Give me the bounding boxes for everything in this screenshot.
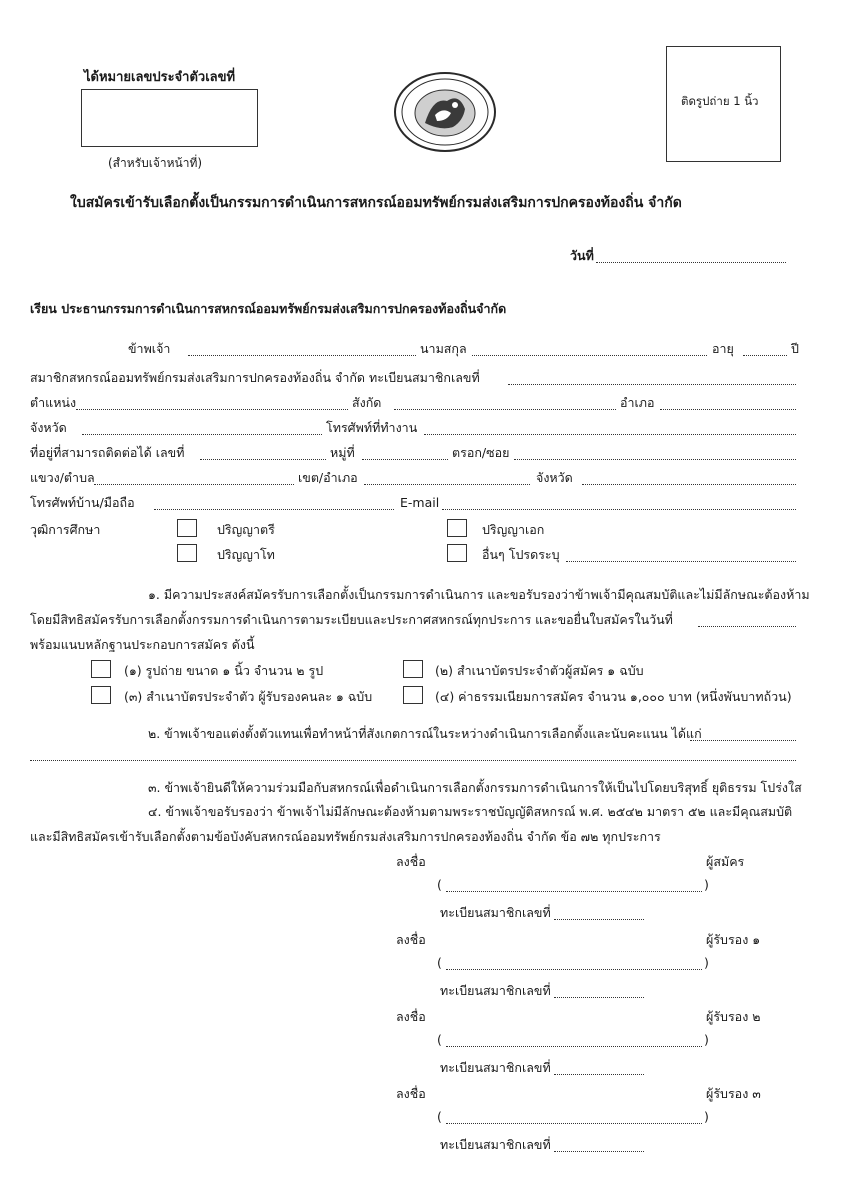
staff-note: (สำหรับเจ้าหน้าที่) (108, 156, 203, 170)
signer-role: ผู้รับรอง ๓ (706, 1086, 761, 1101)
doctorate-checkbox[interactable] (447, 519, 467, 537)
other-checkbox[interactable] (447, 544, 467, 562)
soi-field[interactable] (514, 459, 796, 460)
observer-field[interactable] (690, 740, 796, 741)
guarantor-1-name-field[interactable] (446, 969, 702, 970)
clause-4-line-2: และมีสิทธิสมัครเข้ารับเลือกตั้งตามข้อบังคับสหกรณ์ออมทรัพย์กรมส่งเสริมการปกครองท้องถิ่น จำกัด ข้อ ๗๒ ทุกประการ (30, 829, 661, 844)
cooperative-seal-icon (389, 71, 501, 153)
sign-label: ลงชื่อ (396, 932, 426, 947)
affiliation-field[interactable] (394, 409, 616, 410)
signer-role: ผู้รับรอง ๒ (706, 1009, 761, 1024)
subdistrict-field[interactable] (94, 484, 294, 485)
guarantor-2-name-field[interactable] (446, 1046, 702, 1047)
bachelor-label: ปริญญาตรี (217, 522, 275, 537)
guarantor-3-member-number-field[interactable] (554, 1151, 644, 1152)
clause-1-line-1: ๑. มีความประสงค์สมัครรับการเลือกตั้งเป็นกรรมการดำเนินการ และขอรับรองว่าข้าพเจ้ามีคุณสมบัติและไม่มีลักษณะต้องห้าม (148, 587, 810, 602)
address-label: ที่อยู่ที่สามารถติดต่อได้ เลขที่ (30, 445, 185, 460)
province-label: จังหวัด (30, 420, 67, 435)
age-field[interactable] (743, 355, 787, 356)
position-field[interactable] (76, 409, 348, 410)
applicant-name-field[interactable] (446, 891, 702, 892)
attachment-2-label: (๒) สำเนาบัตรประจำตัวผู้สมัคร ๑ ฉบับ (435, 663, 644, 678)
member-number-label: ทะเบียนสมาชิกเลขที่ (440, 1137, 551, 1152)
open-paren: ( (437, 1109, 442, 1124)
sign-label: ลงชื่อ (396, 854, 426, 869)
home-phone-label: โทรศัพท์บ้าน/มือถือ (30, 495, 135, 510)
member-label: สมาชิกสหกรณ์ออมทรัพย์กรมส่งเสริมการปกครองท้องถิ่น จำกัด ทะเบียนสมาชิกเลขที่ (30, 370, 480, 385)
work-phone-field[interactable] (424, 434, 796, 435)
bachelor-checkbox[interactable] (177, 519, 197, 537)
applicant-member-number-field[interactable] (554, 919, 644, 920)
work-phone-label: โทรศัพท์ที่ทำงาน (326, 420, 418, 435)
surname-field[interactable] (472, 355, 707, 356)
submit-date-field[interactable] (698, 626, 796, 627)
close-paren: ) (704, 1109, 709, 1124)
close-paren: ) (704, 1032, 709, 1047)
clause-1-line-2: โดยมีสิทธิสมัครรับการเลือกตั้งกรรมการดำเนินการตามระเบียบและประกาศสหกรณ์ทุกประการ และขอยื่นใบสมัครในวันที่ (30, 612, 673, 627)
district-field[interactable] (660, 409, 796, 410)
id-number-box[interactable] (81, 89, 258, 147)
province2-label: จังหวัด (536, 470, 573, 485)
name-field[interactable] (188, 355, 416, 356)
email-label: E-mail (400, 495, 440, 510)
date-label: วันที่ (570, 248, 594, 263)
age-label: อายุ (712, 341, 734, 356)
soi-label: ตรอก/ซอย (452, 445, 510, 460)
attachment-4-checkbox[interactable] (403, 686, 423, 704)
open-paren: ( (437, 955, 442, 970)
doctorate-label: ปริญญาเอก (482, 522, 545, 537)
other-field[interactable] (566, 561, 796, 562)
subdistrict-label: แขวง/ตำบล (30, 470, 95, 485)
clause-2: ๒. ข้าพเจ้าขอแต่งตั้งตัวแทนเพื่อทำหน้าที่สังเกตการณ์ในระหว่างดำเนินการเลือกตั้งและนับคะแนน ได้แก่ (148, 726, 702, 741)
address-field[interactable] (200, 459, 326, 460)
area-field[interactable] (364, 484, 530, 485)
close-paren: ) (704, 877, 709, 892)
date-field[interactable] (596, 262, 786, 263)
affiliation-label: สังกัด (352, 395, 382, 410)
photo-label: ติดรูปถ่าย 1 นิ้ว (681, 94, 759, 108)
moo-field[interactable] (362, 459, 448, 460)
salutation: เรียน ประธานกรรมการดำเนินการสหกรณ์ออมทรัพย์กรมส่งเสริมการปกครองท้องถิ่นจำกัด (30, 301, 507, 316)
signer-role: ผู้สมัคร (706, 854, 745, 869)
province2-field[interactable] (582, 484, 796, 485)
age-unit: ปี (791, 341, 799, 356)
open-paren: ( (437, 1032, 442, 1047)
member-number-label: ทะเบียนสมาชิกเลขที่ (440, 1060, 551, 1075)
sign-label: ลงชื่อ (396, 1086, 426, 1101)
clause-3: ๓. ข้าพเจ้ายินดีให้ความร่วมมือกับสหกรณ์เพื่อดำเนินการเลือกตั้งกรรมการดำเนินการให้เป็นไปโดยบริสุทธิ์ ยุติธรรม โปร่งใส (148, 780, 802, 795)
master-checkbox[interactable] (177, 544, 197, 562)
other-label: อื่นๆ โปรดระบุ (482, 547, 560, 562)
home-phone-field[interactable] (154, 509, 394, 510)
master-label: ปริญญาโท (217, 547, 275, 562)
email-field[interactable] (442, 509, 796, 510)
moo-label: หมู่ที่ (330, 445, 355, 460)
close-paren: ) (704, 955, 709, 970)
guarantor-3-name-field[interactable] (446, 1123, 702, 1124)
clause-4-line-1: ๔. ข้าพเจ้าขอรับรองว่า ข้าพเจ้าไม่มีลักษณะต้องห้ามตามพระราชบัญญัติสหกรณ์ พ.ศ. ๒๕๔๒ มาตรา ๕๒ และมีคุณสมบัติ (148, 804, 793, 819)
form-title: ใบสมัครเข้ารับเลือกตั้งเป็นกรรมการดำเนินการสหกรณ์ออมทรัพย์กรมส่งเสริมการปกครองท้องถิ่น จำกัด (70, 195, 682, 211)
attachment-1-checkbox[interactable] (91, 660, 111, 678)
observer-field-line-2[interactable] (30, 760, 796, 761)
clause-1-line-3: พร้อมแนบหลักฐานประกอบการสมัคร ดังนี้ (30, 637, 255, 652)
position-label: ตำแหน่ง (30, 395, 77, 410)
signer-role: ผู้รับรอง ๑ (706, 932, 761, 947)
name-label: ข้าพเจ้า (128, 341, 171, 356)
attachment-3-label: (๓) สำเนาบัตรประจำตัว ผู้รับรองคนละ ๑ ฉบับ (124, 689, 373, 704)
member-number-field[interactable] (508, 384, 796, 385)
id-number-label: ได้หมายเลขประจำตัวเลขที่ (84, 70, 236, 85)
attachment-3-checkbox[interactable] (91, 686, 111, 704)
district-label: อำเภอ (620, 395, 655, 410)
surname-label: นามสกุล (420, 341, 467, 356)
guarantor-1-member-number-field[interactable] (554, 997, 644, 998)
province-field[interactable] (82, 434, 322, 435)
member-number-label: ทะเบียนสมาชิกเลขที่ (440, 905, 551, 920)
attachment-2-checkbox[interactable] (403, 660, 423, 678)
attachment-4-label: (๔) ค่าธรรมเนียมการสมัคร จำนวน ๑,๐๐๐ บาท (หนึ่งพันบาทถ้วน) (435, 689, 792, 704)
guarantor-2-member-number-field[interactable] (554, 1074, 644, 1075)
sign-label: ลงชื่อ (396, 1009, 426, 1024)
attachment-1-label: (๑) รูปถ่าย ขนาด ๑ นิ้ว จำนวน ๒ รูป (124, 663, 324, 678)
open-paren: ( (437, 877, 442, 892)
education-label: วุฒิการศึกษา (30, 522, 101, 537)
area-label: เขต/อำเภอ (298, 470, 358, 485)
member-number-label: ทะเบียนสมาชิกเลขที่ (440, 983, 551, 998)
